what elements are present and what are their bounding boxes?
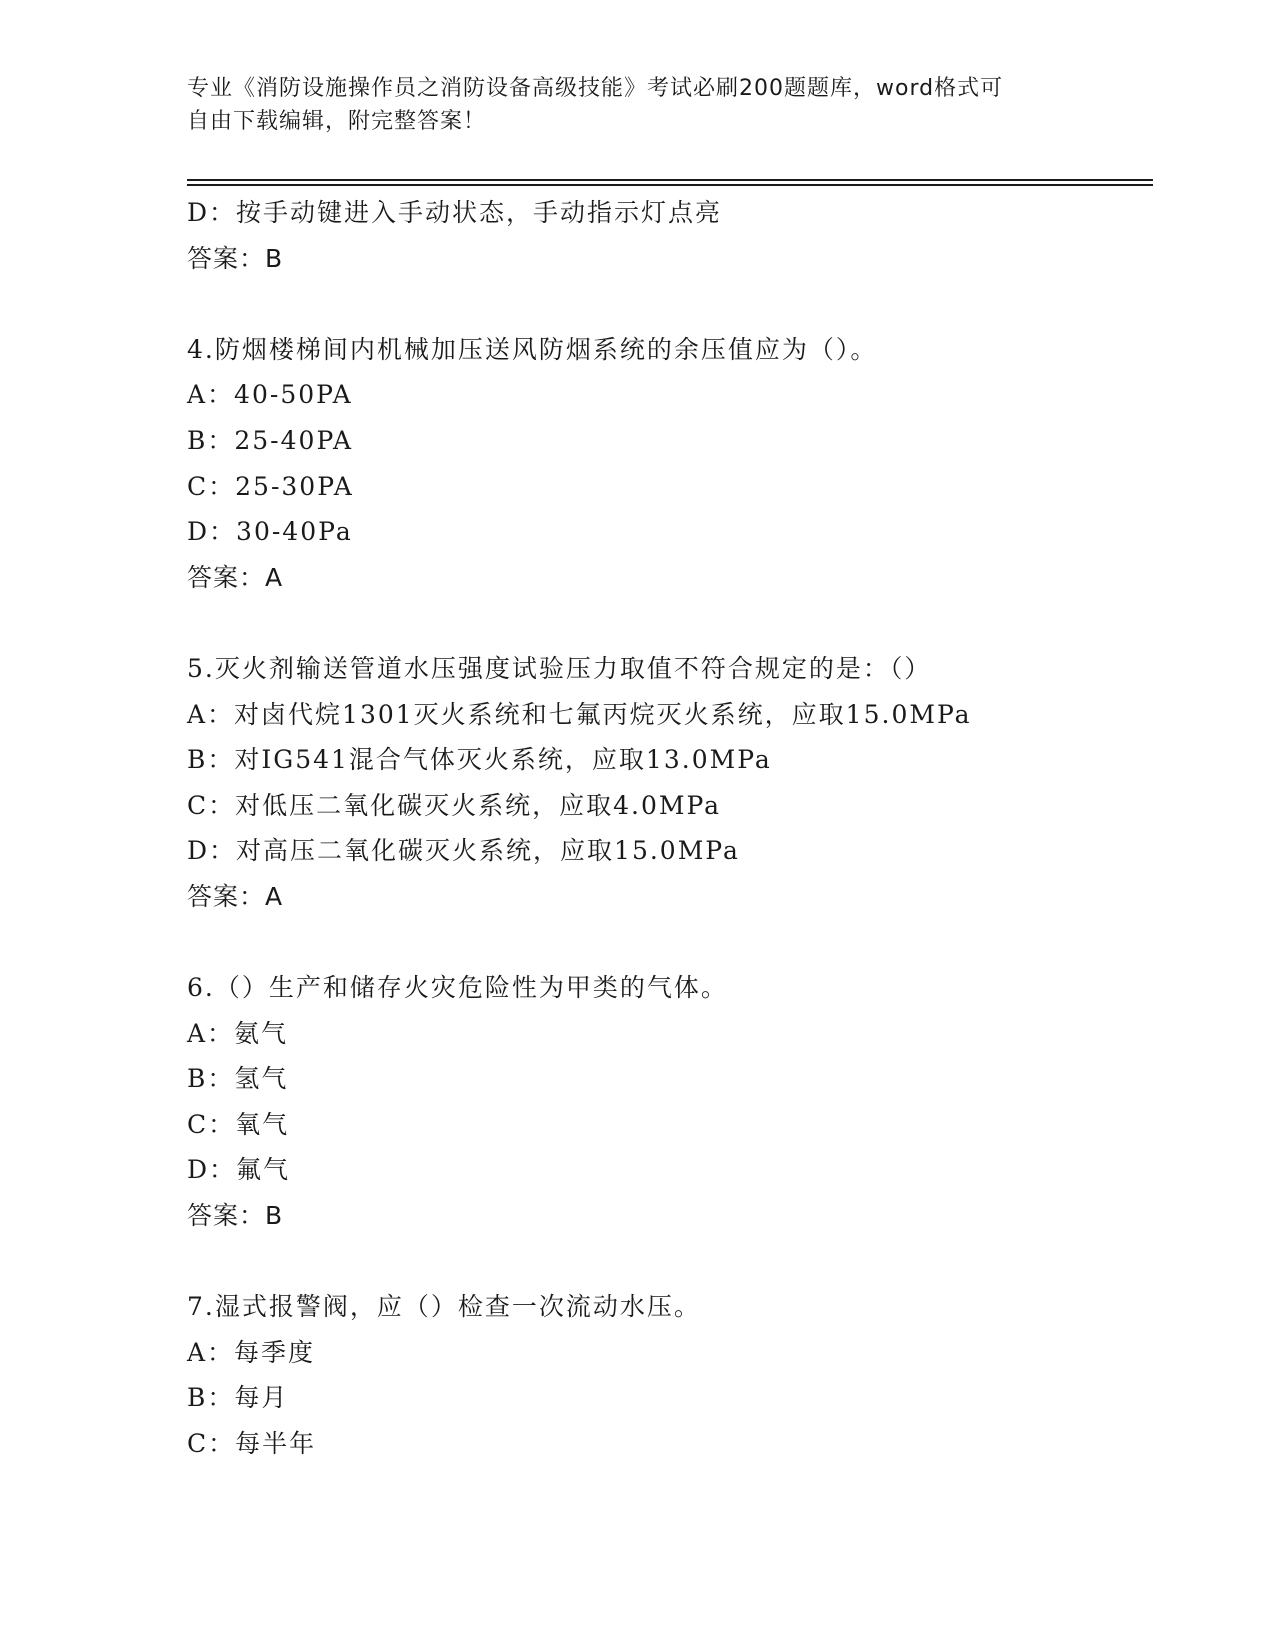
option-c: C：对低压二氧化碳灭火系统，应取4.0MPa (187, 790, 722, 820)
option-c: C：25-30PA (187, 471, 354, 501)
spacer (187, 1239, 1153, 1285)
option-c: C：氧气 (187, 1109, 290, 1139)
question-stem: 4.防烟楼梯间内机械加压送风防烟系统的余压值应为（）。 (187, 334, 878, 364)
answer-line: 答案：B (187, 1201, 284, 1231)
document-header (187, 72, 1087, 138)
option-b: B：25-40PA (187, 425, 354, 455)
header-divider-top (187, 179, 1153, 181)
spacer (187, 600, 1153, 646)
option-d: D：按手动键进入手动状态，手动指示灯点亮 (187, 198, 723, 227)
option-a: A：40-50PA (187, 380, 353, 410)
option-d: D：30-40Pa (187, 517, 353, 547)
answer-line: 答案：A (187, 881, 284, 911)
spacer (187, 920, 1153, 966)
question-4 (187, 327, 1153, 601)
question-list (187, 190, 1153, 1467)
answer-line: 答案：A (187, 562, 284, 592)
question-6 (187, 965, 1153, 1239)
option-d: D：氟气 (187, 1155, 291, 1185)
answer-line: 答案：B (187, 243, 284, 273)
option-a: A：对卤代烷1301灭火系统和七氟丙烷灭火系统，应取15.0MPa (187, 699, 972, 729)
option-b: B：氢气 (187, 1064, 289, 1094)
option-c: C：每半年 (187, 1429, 317, 1459)
option-d: D：对高压二氧化碳灭火系统，应取15.0MPa (187, 836, 740, 866)
question-7 (187, 1284, 1153, 1466)
option-b: B：对IG541混合气体灭火系统，应取13.0MPa (187, 745, 772, 775)
question-stem: 6.（）生产和储存火灾危险性为甲类的气体。 (187, 973, 728, 1003)
spacer (187, 281, 1153, 327)
option-b: B：每月 (187, 1383, 289, 1413)
header-divider-bottom (187, 184, 1153, 186)
question-5 (187, 646, 1153, 920)
question-stem: 7.湿式报警阀，应（）检查一次流动水压。 (187, 1292, 701, 1322)
header-line-1: 专业《消防设施操作员之消防设备高级技能》考试必刷200题题库，word格式可 (187, 76, 1004, 101)
option-a: A：氨气 (187, 1018, 289, 1048)
option-a: A：每季度 (187, 1337, 316, 1367)
question-stem: 5.灭火剂输送管道水压强度试验压力取值不符合规定的是：（） (187, 653, 932, 683)
header-line-2: 自由下载编辑，附完整答案！ (187, 109, 487, 134)
